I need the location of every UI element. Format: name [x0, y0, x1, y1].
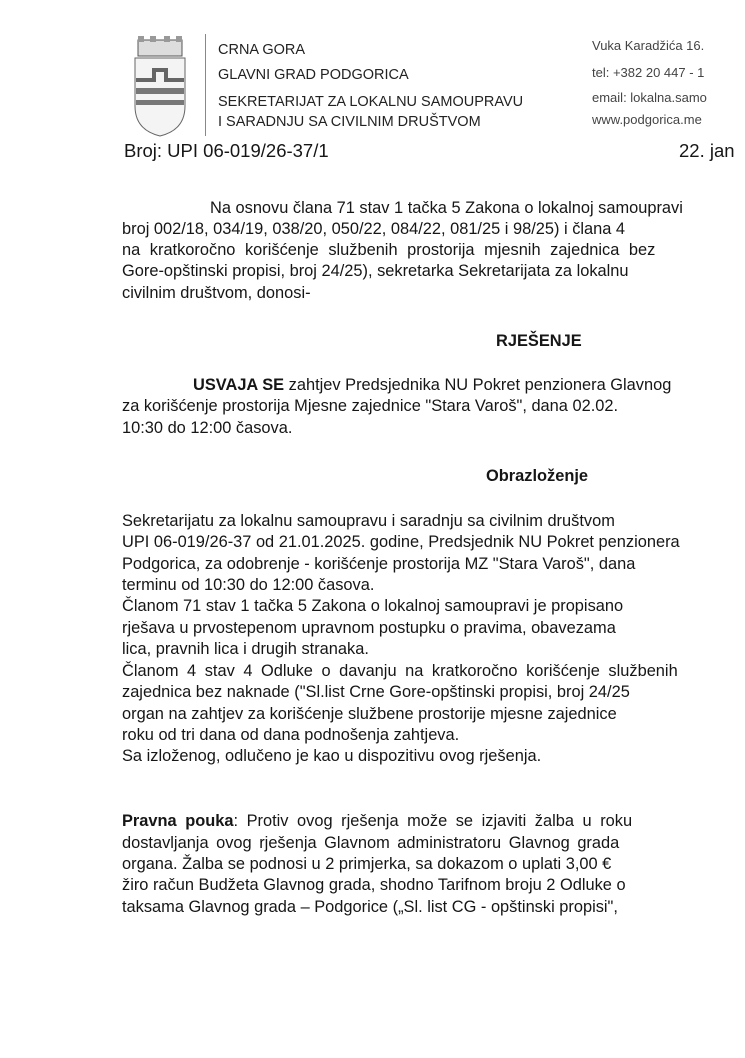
header-divider	[205, 34, 206, 136]
reasoning-line: Podgorica, za odobrenje - korišćenje prostorija MZ "Stara Varoš", dana	[122, 555, 636, 573]
legal-notice-line	[122, 811, 632, 831]
reasoning-line: zajednica bez naknade ("Sl.list Crne Gore-opštinski propisi, broj 24/25	[122, 683, 630, 701]
document-date: 22. jan	[679, 140, 735, 161]
decision-line: 10:30 do 12:00 časova.	[122, 419, 293, 437]
decision-lead: USVAJA SE	[193, 376, 285, 394]
reasoning-line: terminu od 10:30 do 12:00 časova.	[122, 576, 375, 594]
legal-notice-line: organa. Žalba se podnosi u 2 primjerka, sa dokazom o uplati 3,00 €	[122, 855, 612, 873]
org-line: I SARADNJU SA CIVILNIM DRUŠTVOM	[218, 114, 481, 130]
document-number: Broj: UPI 06-019/26-37/1	[124, 140, 329, 161]
reasoning-line: UPI 06-019/26-37 od 21.01.2025. godine, Predsjednik NU Pokret penzionera	[122, 533, 680, 551]
reasoning-line: Sekretarijatu za lokalnu samoupravu i saradnju sa civilnim društvom	[122, 512, 615, 530]
decision-title: RJEŠENJE	[496, 332, 582, 350]
legal-notice-line: taksama Glavnog grada – Podgorice („Sl. list CG - opštinski propisi",	[122, 898, 618, 916]
legal-notice-line: dostavljanja ovog rješenja Glavnom administratoru Glavnog grada	[122, 834, 620, 852]
legal-notice-line: žiro račun Budžeta Glavnog grada, shodno Tarifnom broju 2 Odluke o	[122, 876, 626, 894]
legal-notice-text: : Protiv ovog rješenja može se izjaviti žalba u roku	[233, 812, 633, 830]
reasoning-line: Članom 4 stav 4 Odluke o davanju na kratkoročno korišćenje službenih	[122, 662, 678, 680]
decision-line	[193, 375, 671, 395]
reasoning-line: rješava u prvostepenom upravnom postupku o pravima, obavezama	[122, 619, 616, 637]
reasoning-title: Obrazloženje	[486, 467, 589, 485]
legal-notice-lead: Pravna pouka	[122, 812, 234, 830]
intro-line: na kratkoročno korišćenje službenih prostorija mjesnih zajednica bez	[122, 241, 656, 259]
contact-address: Vuka Karadžića 16.	[592, 38, 705, 53]
decision-text: zahtjev Predsjednika NU Pokret penzionera Glavnog	[284, 376, 672, 394]
reasoning-line: Sa izloženog, odlučeno je kao u dispozitivu ovog rješenja.	[122, 747, 542, 765]
contact-website: www.podgorica.me	[592, 112, 702, 127]
org-line: GLAVNI GRAD PODGORICA	[218, 67, 409, 83]
intro-line: civilnim društvom, donosi-	[122, 284, 311, 302]
contact-phone: tel: +382 20 447 - 1	[592, 65, 705, 80]
decision-line: za korišćenje prostorija Mjesne zajednice "Stara Varoš", dana 02.02.	[122, 397, 619, 415]
org-line: CRNA GORA	[218, 42, 306, 58]
contact-email: email: lokalna.samo	[592, 90, 707, 105]
reasoning-line: organ na zahtjev za korišćenje službene prostorije mjesne zajednice	[122, 705, 617, 723]
coat-of-arms-logo	[132, 34, 188, 138]
intro-line: Na osnovu člana 71 stav 1 tačka 5 Zakona o lokalnoj samoupravi	[210, 199, 683, 217]
reasoning-line: roku od tri dana od dana podnošenja zahtjeva.	[122, 726, 460, 744]
reasoning-line: lica, pravnih lica i drugih stranaka.	[122, 640, 369, 658]
reasoning-line: Članom 71 stav 1 tačka 5 Zakona o lokalnoj samoupravi je propisano	[122, 597, 624, 615]
org-line: SEKRETARIJAT ZA LOKALNU SAMOUPRAVU	[218, 94, 524, 110]
intro-line: broj 002/18, 034/19, 038/20, 050/22, 084/22, 081/25 i 98/25) i člana 4	[122, 220, 626, 238]
intro-line: Gore-opštinski propisi, broj 24/25), sekretarka Sekretarijata za lokalnu	[122, 262, 629, 280]
